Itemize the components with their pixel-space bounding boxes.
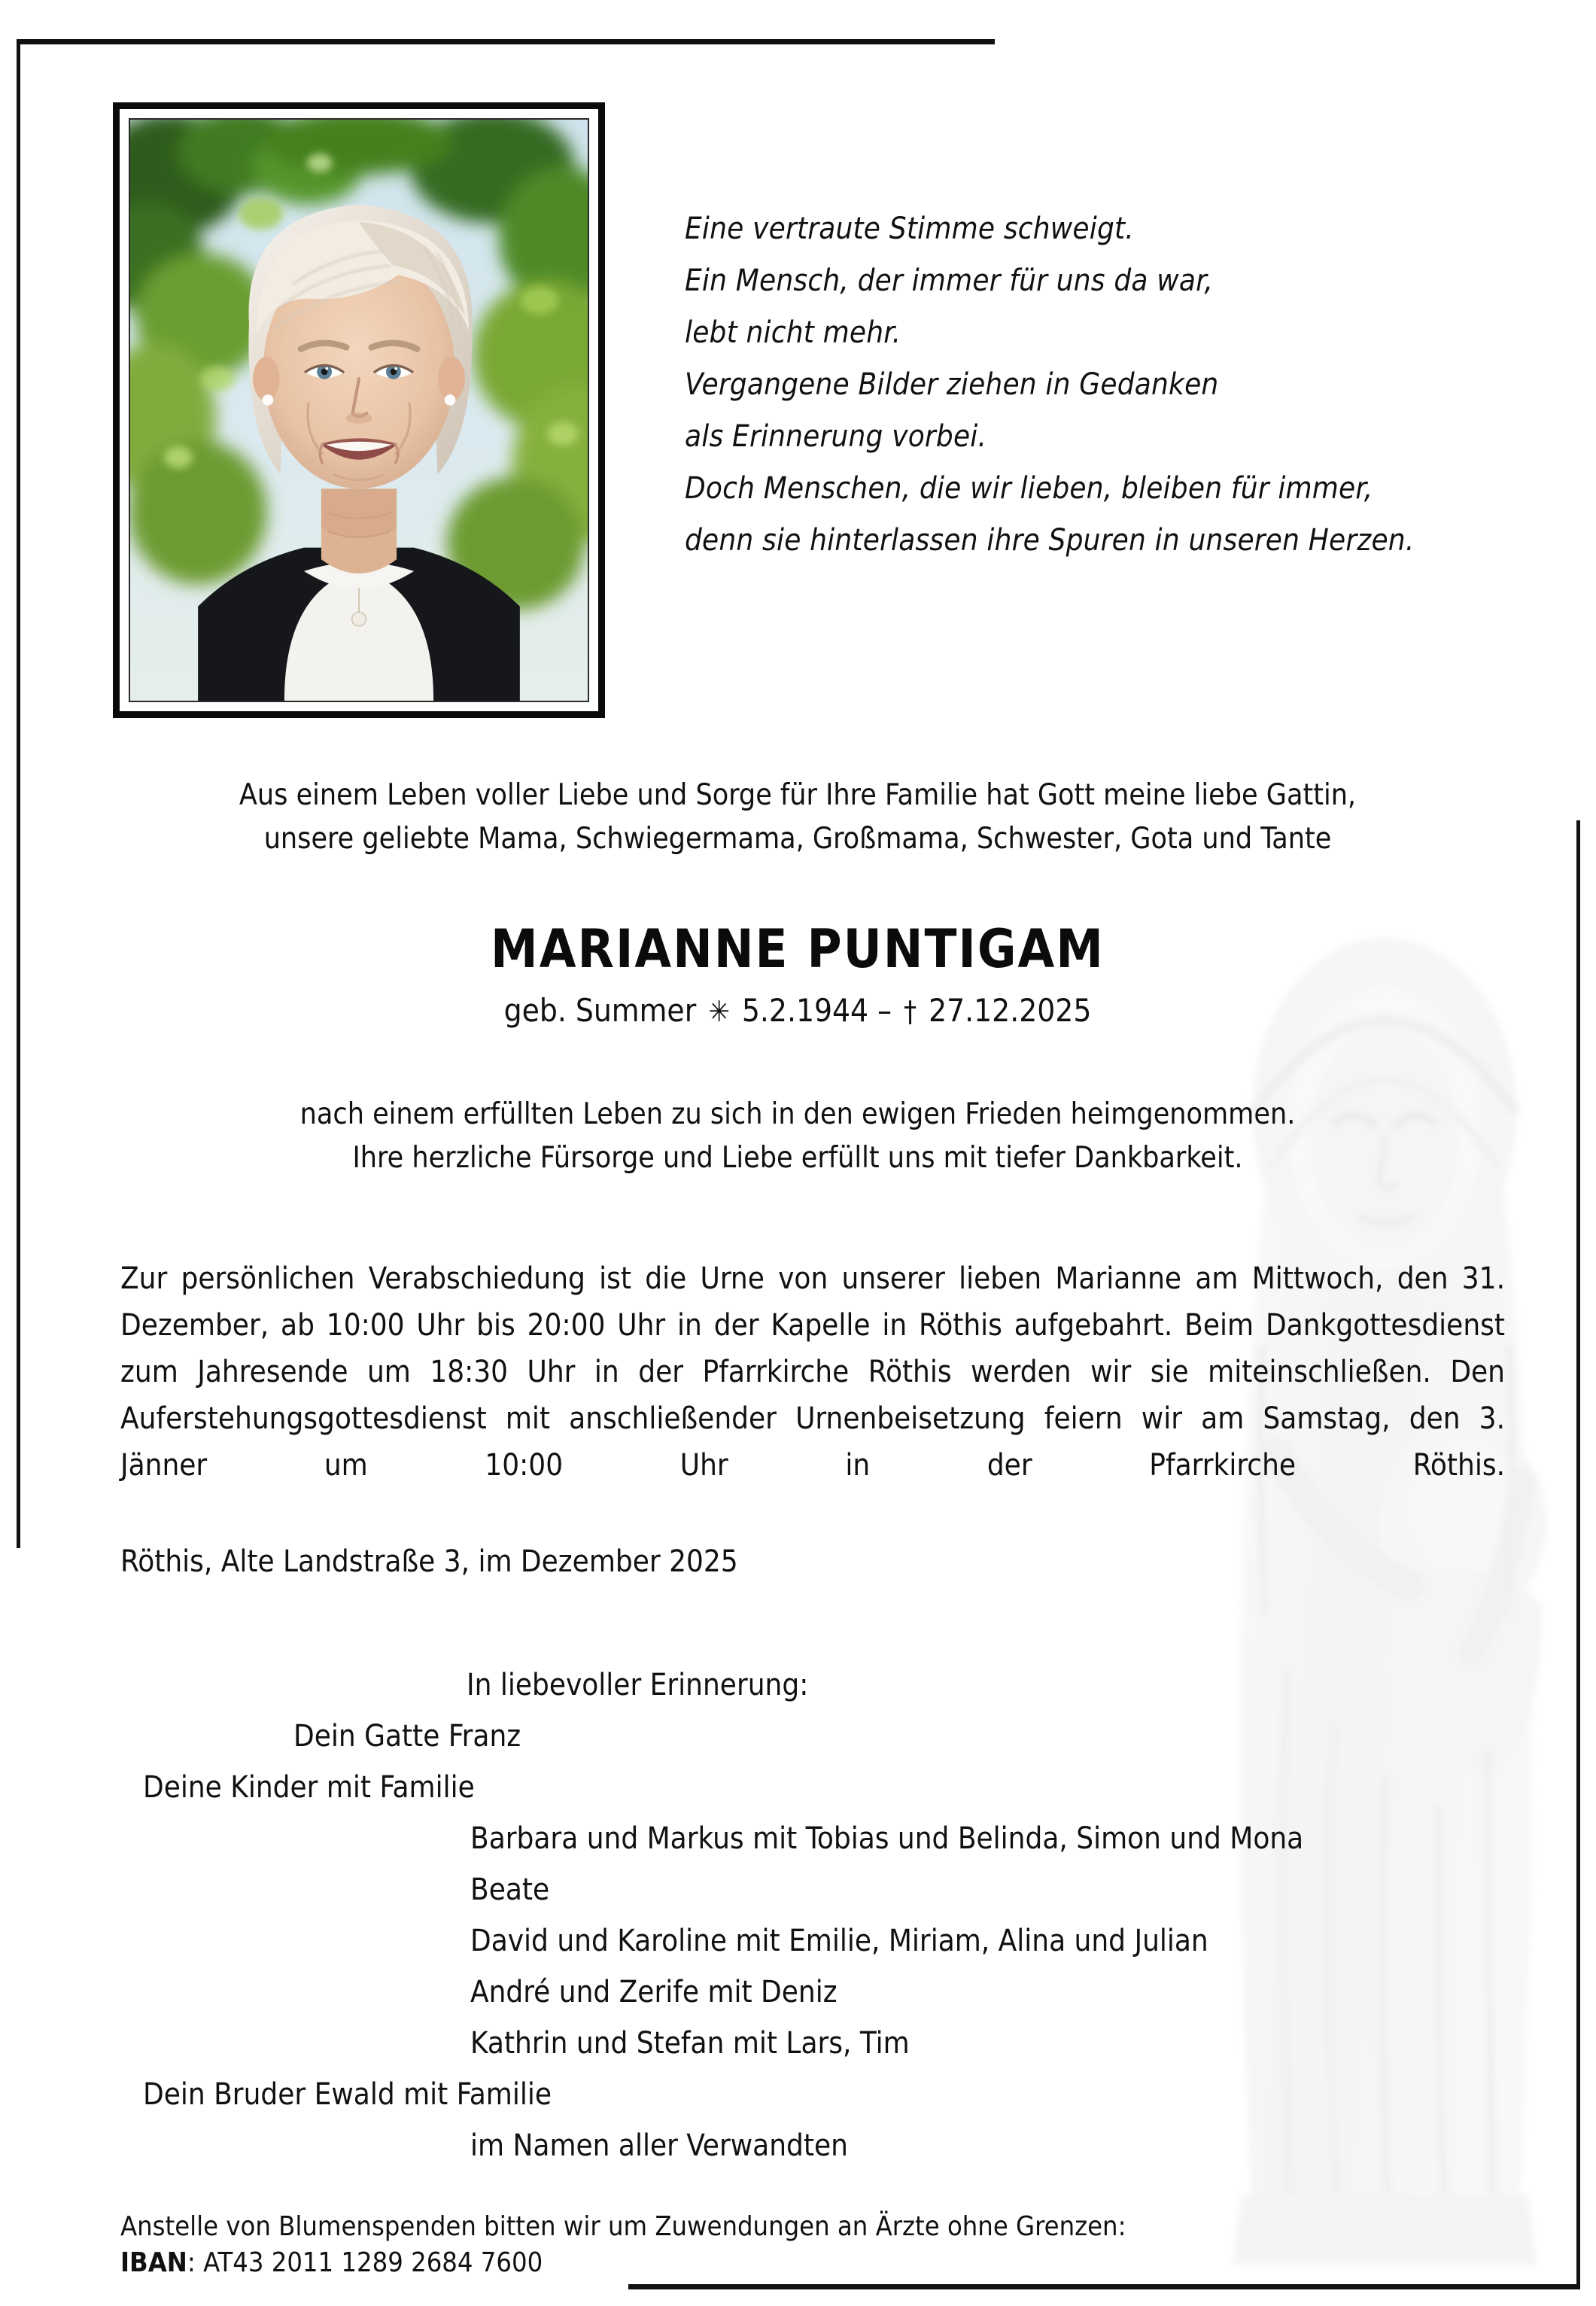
family-signature-block (120, 1660, 1475, 2171)
family-entry-spouse: Dein Gatte Franz (293, 1719, 521, 1754)
family-entry-barbara: Barbara und Markus mit Tobias und Belinda, Simon und Mona (470, 1821, 1304, 1856)
left-vertical-rule (17, 39, 20, 1548)
family-entry-relatives: im Namen aller Verwandten (470, 2128, 848, 2163)
family-entry-andre: André und Zerife mit Deniz (470, 1975, 838, 2009)
portrait-photo-mat (120, 109, 598, 711)
top-horizontal-rule (17, 39, 995, 44)
memorial-poem (685, 203, 1543, 567)
family-heading: In liebevoller Erinnerung: (467, 1668, 809, 1702)
birth-star-icon: ✳ (708, 995, 730, 1028)
family-entry-brother: Dein Bruder Ewald mit Familie (143, 2077, 552, 2112)
date-separator: – (877, 992, 892, 1029)
family-entry-beate: Beate (470, 1872, 550, 1907)
poem-line-1: Eine vertraute Stimme schweigt. (685, 211, 1134, 246)
family-entry-children: Deine Kinder mit Familie (143, 1770, 475, 1805)
birth-date: 5.2.1944 (741, 992, 869, 1029)
poem-line-3: lebt nicht mehr. (685, 315, 901, 350)
poem-line-4: Vergangene Bilder ziehen in Gedanken (685, 367, 1219, 402)
poem-line-5: als Erinnerung vorbei. (685, 419, 987, 454)
iban-value: AT43 2011 1289 2684 7600 (203, 2247, 543, 2278)
portrait-photo-frame (113, 102, 605, 718)
bottom-horizontal-rule (628, 2284, 1580, 2289)
intro-line-1: Aus einem Leben voller Liebe und Sorge für Ihre Familie hat Gott meine liebe Gattin, (239, 778, 1357, 812)
donation-footer (120, 2209, 1400, 2281)
deceased-lifespan (83, 992, 1512, 1029)
right-vertical-rule (1576, 820, 1580, 2288)
intro-line-2: unsere geliebte Mama, Schwiegermama, Großmama, Schwester, Gota und Tante (263, 822, 1332, 856)
donation-request-line: Anstelle von Blumenspenden bitten wir um Zuwendungen an Ärzte ohne Grenzen: (120, 2211, 1126, 2242)
iban-line: IBAN: AT43 2011 1289 2684 7600 (120, 2247, 543, 2278)
death-cross-icon: † (903, 995, 917, 1028)
death-date: 27.12.2025 (929, 992, 1092, 1029)
poem-line-7: denn sie hinterlassen ihre Spuren in unseren Herzen. (685, 523, 1415, 558)
iban-label: IBAN (120, 2247, 187, 2278)
family-entry-kathrin: Kathrin und Stefan mit Lars, Tim (470, 2026, 910, 2061)
intro-text (83, 774, 1512, 861)
deceased-name: MARIANNE PUNTIGAM (491, 918, 1105, 980)
after-name-text (83, 1093, 1512, 1180)
portrait-photo (129, 118, 589, 702)
place-and-date-line: Röthis, Alte Landstraße 3, im Dezember 2025 (120, 1544, 738, 1579)
poem-line-6: Doch Menschen, die wir lieben, bleiben für immer, (685, 471, 1373, 506)
funeral-arrangements-paragraph: Zur persönlichen Verabschiedung ist die Urne von unserer lieben Marianne am Mittwoch, den 31. Dezember, ab 10:00 Uhr bis 20:00 Uhr in der Kapelle in Röthis aufgebahrt. Beim Dankgottesdienst zum Jahresende um 18:30 Uhr in der Pfarrkirche Röthis werden wir sie miteinschließen. Den Auferstehungsgottesdienst mit anschließender Urnenbeisetzung feiern wir am Samstag, den 3. Jänner um 10:00 Uhr in der Pfarrkirche Röthis. (120, 1261, 1505, 1483)
after-name-line-2: Ihre herzliche Fürsorge und Liebe erfüllt uns mit tiefer Dankbarkeit. (352, 1141, 1243, 1175)
maiden-name: geb. Summer (503, 992, 697, 1029)
after-name-line-1: nach einem erfüllten Leben zu sich in den ewigen Frieden heimgenommen. (299, 1097, 1296, 1131)
poem-line-2: Ein Mensch, der immer für uns da war, (685, 263, 1214, 298)
family-entry-david: David und Karoline mit Emilie, Miriam, Alina und Julian (470, 1924, 1208, 1958)
